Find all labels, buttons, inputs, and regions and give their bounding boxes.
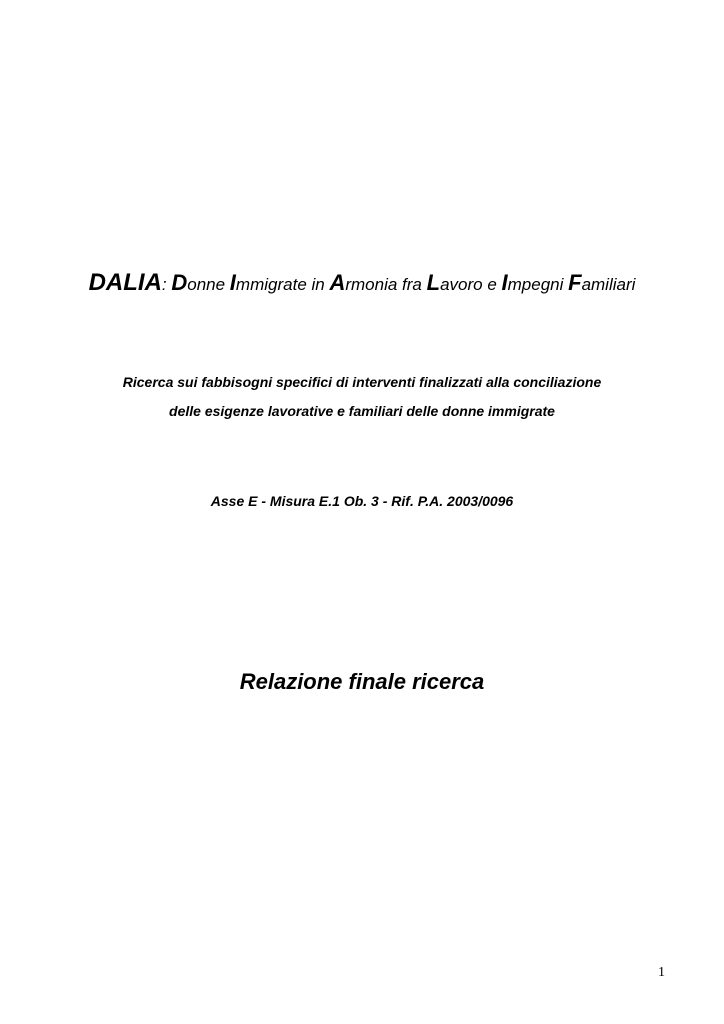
title-word-rest: mpegni (507, 275, 569, 294)
title-word-rest: in (311, 275, 330, 294)
title-word-rest: fra (402, 275, 427, 294)
title-word-initial: L (426, 270, 441, 295)
title-word-rest: amiliari (581, 275, 636, 294)
title-word-initial: A (329, 270, 346, 295)
title-word-rest: onne (187, 275, 230, 294)
title-word-rest: mmigrate (235, 275, 312, 294)
title-word-rest: avoro (440, 275, 488, 294)
title-acronym: DALIA (88, 269, 162, 296)
title-separator: : (161, 275, 172, 294)
title-word-rest: rmonia (345, 275, 403, 294)
subtitle-line-1: Ricerca sui fabbisogni specifici di interventi finalizzati alla conciliazione (122, 374, 602, 390)
title-word-initial: F (568, 270, 582, 295)
title-word-initial: D (171, 270, 188, 295)
page-number: 1 (658, 965, 665, 980)
title-word-initial: I (229, 270, 236, 295)
document-title (0, 268, 724, 300)
title-word-initial: I (501, 270, 508, 295)
title-word-rest: e (487, 275, 502, 294)
report-title: Relazione finale ricerca (239, 669, 485, 694)
funding-reference: Asse E - Misura E.1 Ob. 3 - Rif. P.A. 2003/0096 (210, 493, 514, 509)
subtitle-line-2: delle esigenze lavorative e familiari delle donne immigrate (169, 403, 555, 419)
